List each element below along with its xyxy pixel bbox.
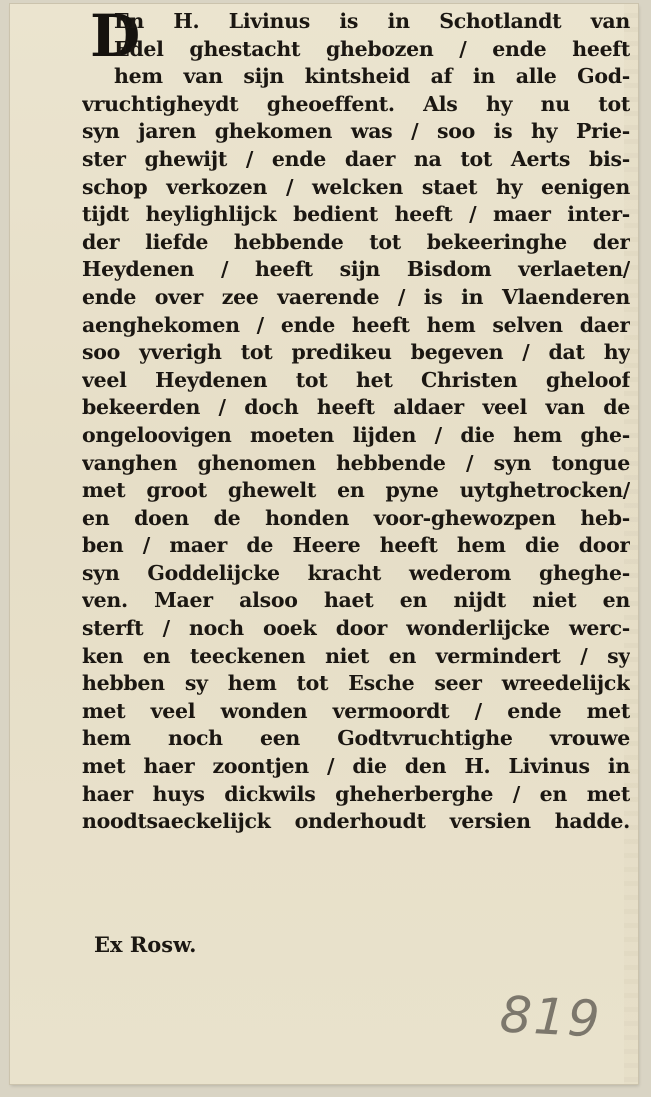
text-line: sterft / noch ooek door wonderlijcke werc- [82,616,630,641]
text-line: der liefde hebbende tot bekeeringhe der [82,229,630,254]
text-line: aenghekomen / ende heeft hem selven daer [82,312,630,337]
text-line: Heydenen / heeft sijn Bisdom verlaeten/ [82,257,630,282]
body-text [82,2,630,836]
text-line: noodtsaeckelijck onderhoudt versien hadde. [82,809,630,834]
text-line: syn jaren ghekomen was / soo is hy Prie- [82,119,630,144]
text-line: ben / maer de Heere heeft hem die door [82,533,630,558]
text-line: veel Heydenen tot het Christen gheloof [82,367,630,392]
text-line: ster ghewijt / ende daer na tot Aerts bis- [82,146,630,171]
drop-cap: D [90,2,141,70]
text-line: vruchtigheydt gheoeffent. Als hy nu tot [82,91,630,116]
text-line: ongeloovigen moeten lijden / die hem ghe- [82,422,630,447]
text-line: Edel ghestacht ghebozen / ende heeft [114,36,630,61]
text-line: ende over zee vaerende / is in Vlaenderen [82,284,630,309]
text-line: met groot ghewelt en pyne uytghetrocken/ [82,478,630,503]
text-line: hem noch een Godtvruchtighe vrouwe [82,726,630,751]
text-line: bekeerden / doch heeft aldaer veel van de [82,395,630,420]
text-line: met haer zoontjen / die den H. Livinus in [82,754,630,779]
source-signoff: Ex Rosw. [94,932,197,957]
text-line: vanghen ghenomen hebbende / syn tongue [82,450,630,475]
text-line: met veel wonden vermoordt / ende met [82,698,630,723]
text-line: hebben sy hem tot Esche seer wreedelijck [82,671,630,696]
pencil-shelfmark: 819 [498,985,603,1049]
text-line: En H. Livinus is in Schotlandt van [114,9,630,33]
text-line: syn Goddelijcke kracht wederom gheghe- [82,560,630,585]
text-line: haer huys dickwils gheherberghe / en met [82,781,630,806]
text-line: tijdt heylighlijck bedient heeft / maer inter- [82,202,630,227]
text-line: schop verkozen / welcken staet hy eenigen [82,174,630,199]
text-line: soo yverigh tot predikeu begeven / dat hy [82,340,630,365]
text-line: hem van sijn kintsheid af in alle God- [114,64,630,89]
text-line: ken en teeckenen niet en vermindert / sy [82,643,630,668]
text-line: en doen de honden voor-ghewozpen heb- [82,505,630,530]
text-line: ven. Maer alsoo haet en nijdt niet en [82,588,630,613]
